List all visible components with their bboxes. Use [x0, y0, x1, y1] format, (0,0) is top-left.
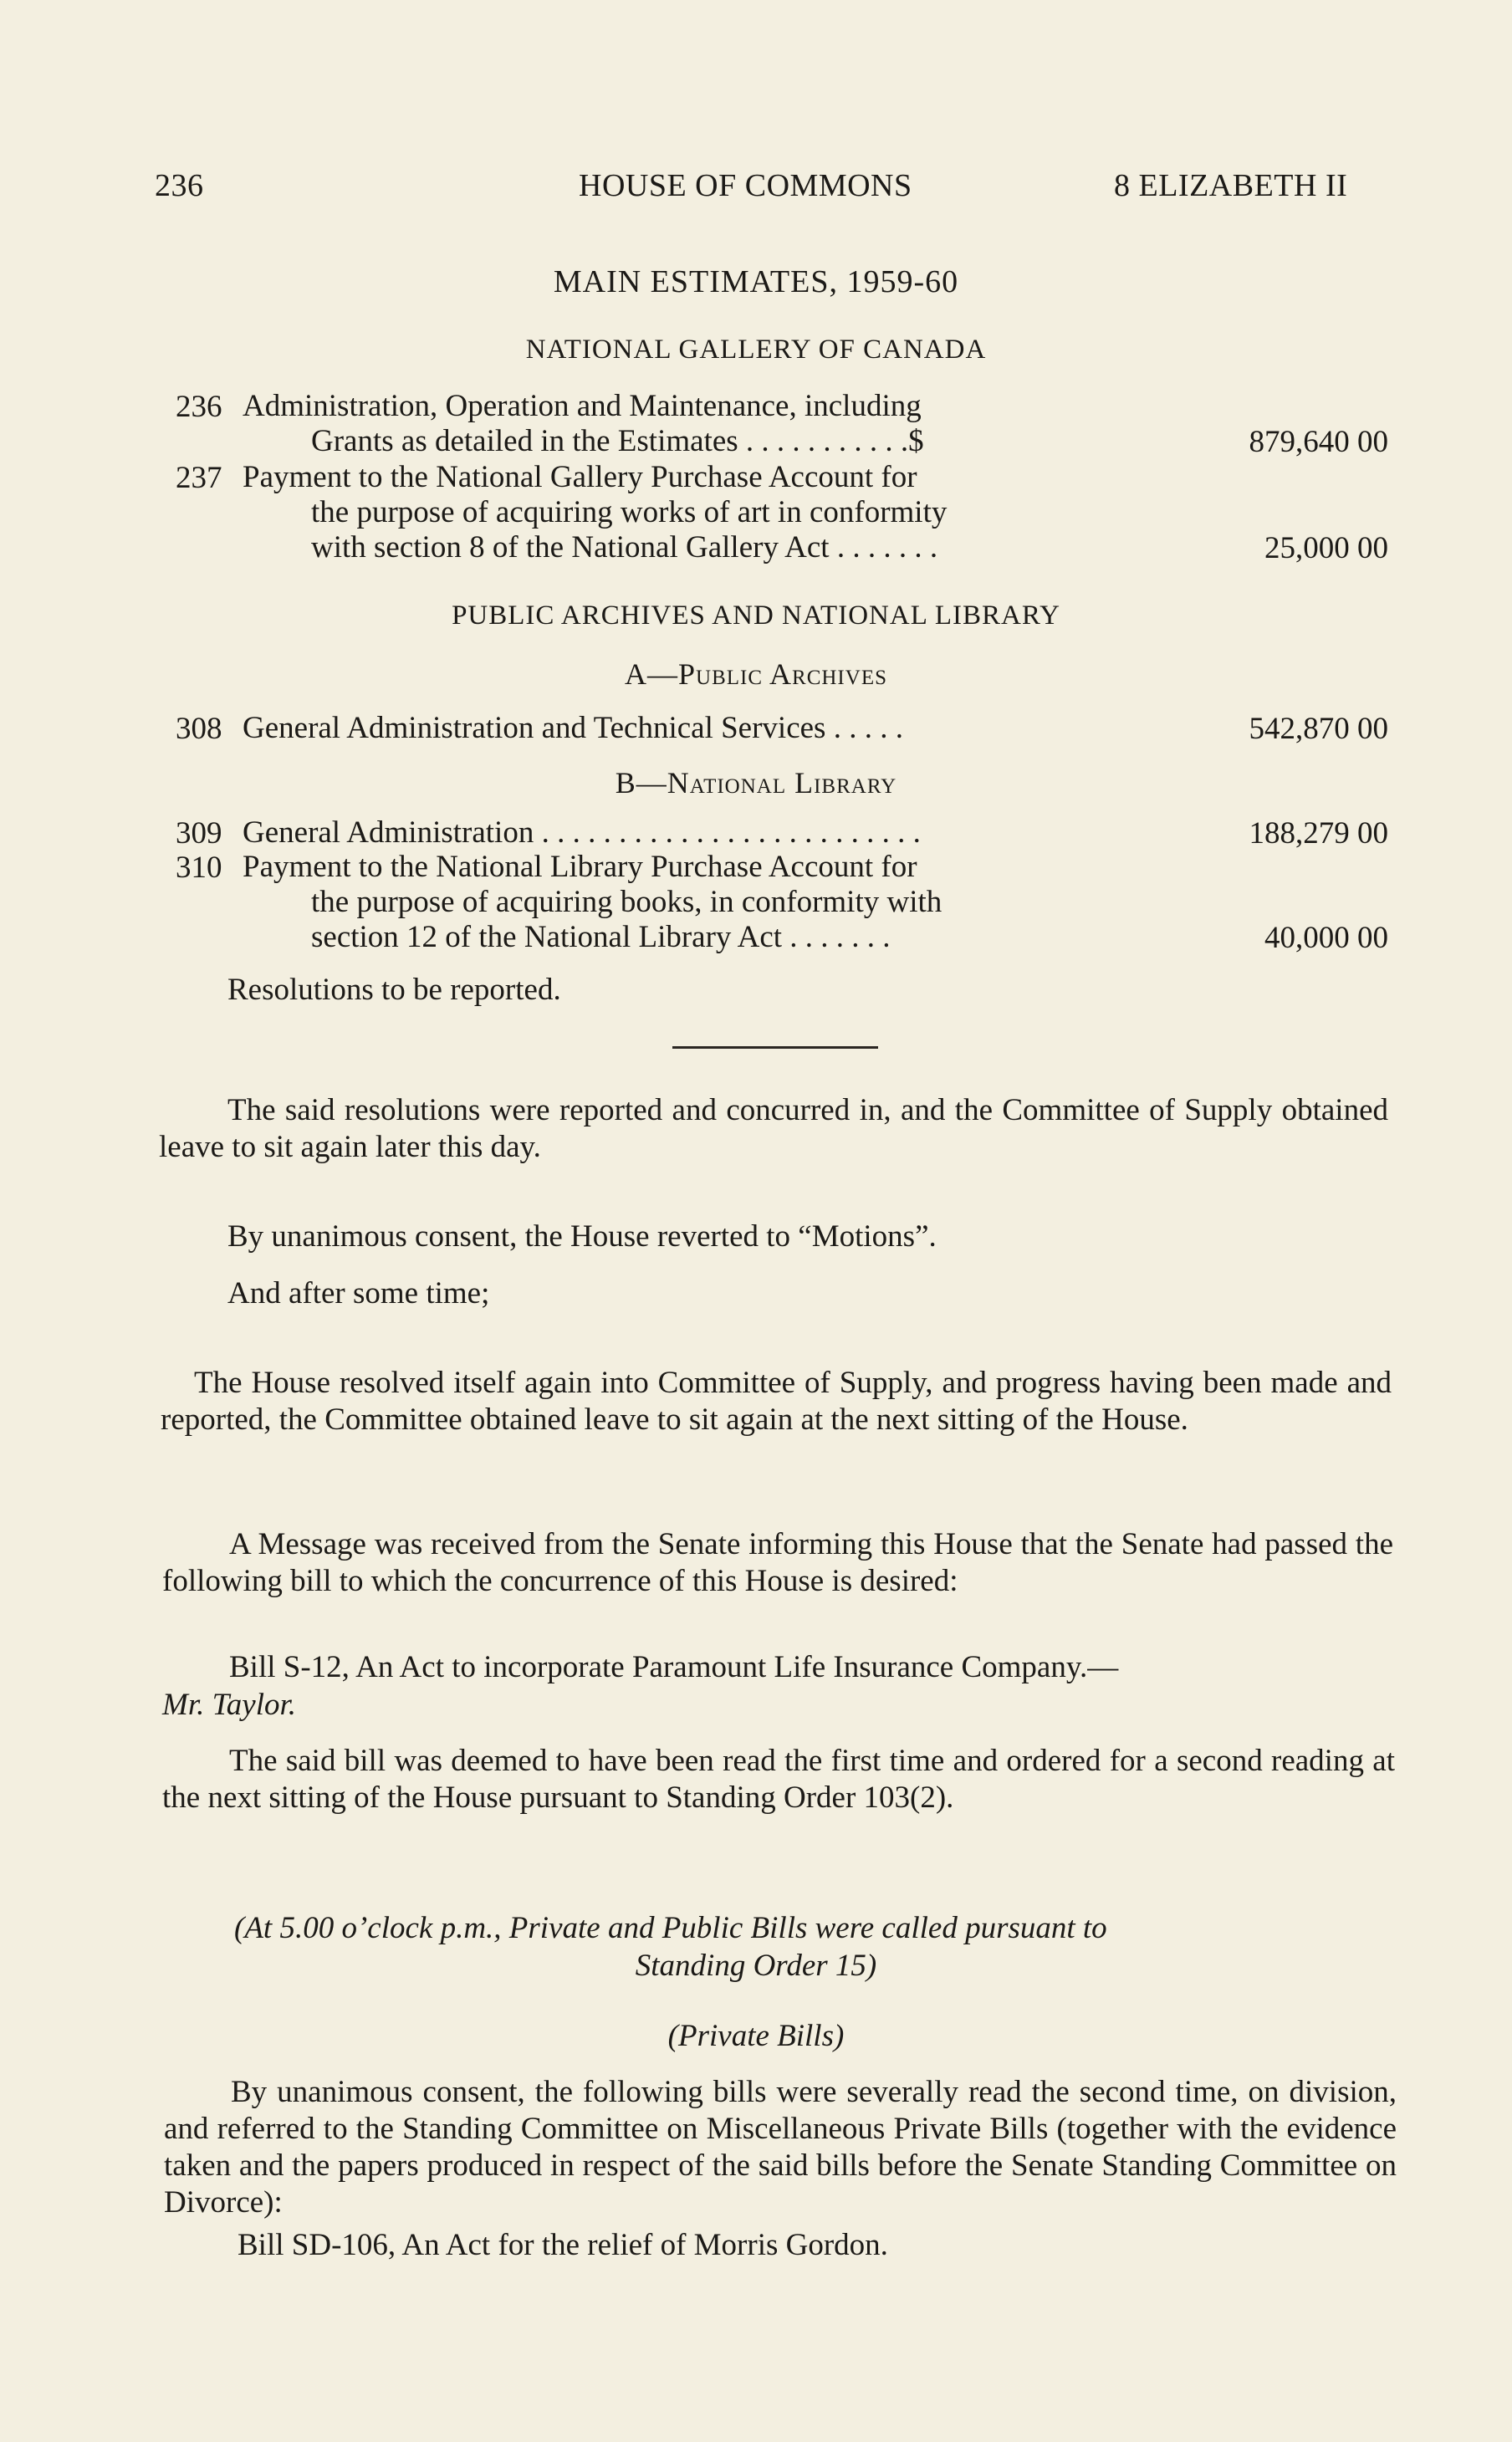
- item-number: 309: [176, 816, 222, 851]
- paragraph-bill-sd106: Bill SD-106, An Act for the relief of Morris Gordon.: [238, 2228, 888, 2262]
- paragraph-first-reading: The said bill was deemed to have been read the first time and ordered for a second reading at the next sitting of the House pursuant to Standing Order 103(2).: [162, 1744, 1395, 1815]
- running-title: HOUSE OF COMMONS: [579, 168, 912, 203]
- page-number: 236: [155, 168, 204, 203]
- item-amount: 542,870 00: [1249, 712, 1388, 746]
- item-text-line: Grants as detailed in the Estimates . . . . . . . . . . .$: [311, 424, 924, 458]
- estimates-title: MAIN ESTIMATES, 1959-60: [553, 264, 959, 299]
- paragraph-second-reading: By unanimous consent, the following bills were severally read the second time, on division, and referred to the Standing Committee on Miscellaneous Private Bills (together with the evidence taken and the papers produced in respect of the said bills before the Senate Standing Committee on Divorce):: [164, 2075, 1397, 2220]
- item-text-line: General Administration and Technical Services . . . . .: [243, 711, 903, 745]
- resolutions-note: Resolutions to be reported.: [227, 973, 561, 1007]
- item-text-line: General Administration . . . . . . . . . . . . . . . . . . . . . . . . .: [243, 815, 921, 850]
- item-text-line: Payment to the National Library Purchase Account for: [243, 850, 917, 884]
- item-number: 308: [176, 712, 222, 746]
- paragraph-private-public-bills-1: (At 5.00 o’clock p.m., Private and Public Bills were called pursuant to: [234, 1911, 1107, 1945]
- item-amount: 188,279 00: [1249, 816, 1388, 851]
- item-number: 310: [176, 851, 222, 885]
- item-number: 236: [176, 390, 222, 424]
- item-amount: 25,000 00: [1264, 531, 1388, 565]
- session-label: 8 ELIZABETH II: [1114, 168, 1348, 203]
- item-text-line: with section 8 of the National Gallery Act . . . . . . .: [311, 530, 938, 565]
- gallery-heading: NATIONAL GALLERY OF CANADA: [525, 335, 987, 365]
- paragraph-motions: By unanimous consent, the House reverted to “Motions”.: [227, 1219, 937, 1254]
- paragraph-private-public-bills-2: Standing Order 15): [635, 1949, 877, 1983]
- paragraph-committee-of-supply: The House resolved itself again into Committee of Supply, and progress having been made and reported, the Committee obtained leave to sit again at the next sitting of the House.: [161, 1366, 1392, 1437]
- paragraph-private-bills-heading: (Private Bills): [667, 2019, 845, 2053]
- paragraph-senate-message: A Message was received from the Senate informing this House that the Senate had passed the following bill to which the concurrence of this House is desired:: [162, 1527, 1393, 1598]
- paragraph-resolutions-reported: The said resolutions were reported and concurred in, and the Committee of Supply obtained leave to sit again later this day.: [159, 1093, 1388, 1164]
- item-text-line: section 12 of the National Library Act . . . . . . .: [311, 920, 891, 954]
- subheading-national-library: B—National Library: [615, 766, 897, 800]
- item-text-line: Administration, Operation and Maintenance, including: [243, 389, 922, 423]
- archives-heading: PUBLIC ARCHIVES AND NATIONAL LIBRARY: [452, 600, 1060, 631]
- bill-s12-sponsor: Mr. Taylor.: [162, 1688, 297, 1722]
- item-number: 237: [176, 461, 222, 495]
- item-text-line: the purpose of acquiring books, in conformity with: [311, 885, 942, 919]
- item-amount: 40,000 00: [1264, 921, 1388, 955]
- bill-s12-text: Bill S-12, An Act to incorporate Paramount Life Insurance Company.—: [229, 1650, 1119, 1684]
- item-amount: 879,640 00: [1249, 425, 1388, 459]
- subheading-public-archives: A—Public Archives: [625, 657, 887, 691]
- section-divider: [672, 1046, 878, 1049]
- item-text-line: the purpose of acquiring works of art in conformity: [311, 495, 948, 529]
- item-text-line: Payment to the National Gallery Purchase Account for: [243, 460, 917, 494]
- paragraph-after-some-time: And after some time;: [227, 1276, 490, 1310]
